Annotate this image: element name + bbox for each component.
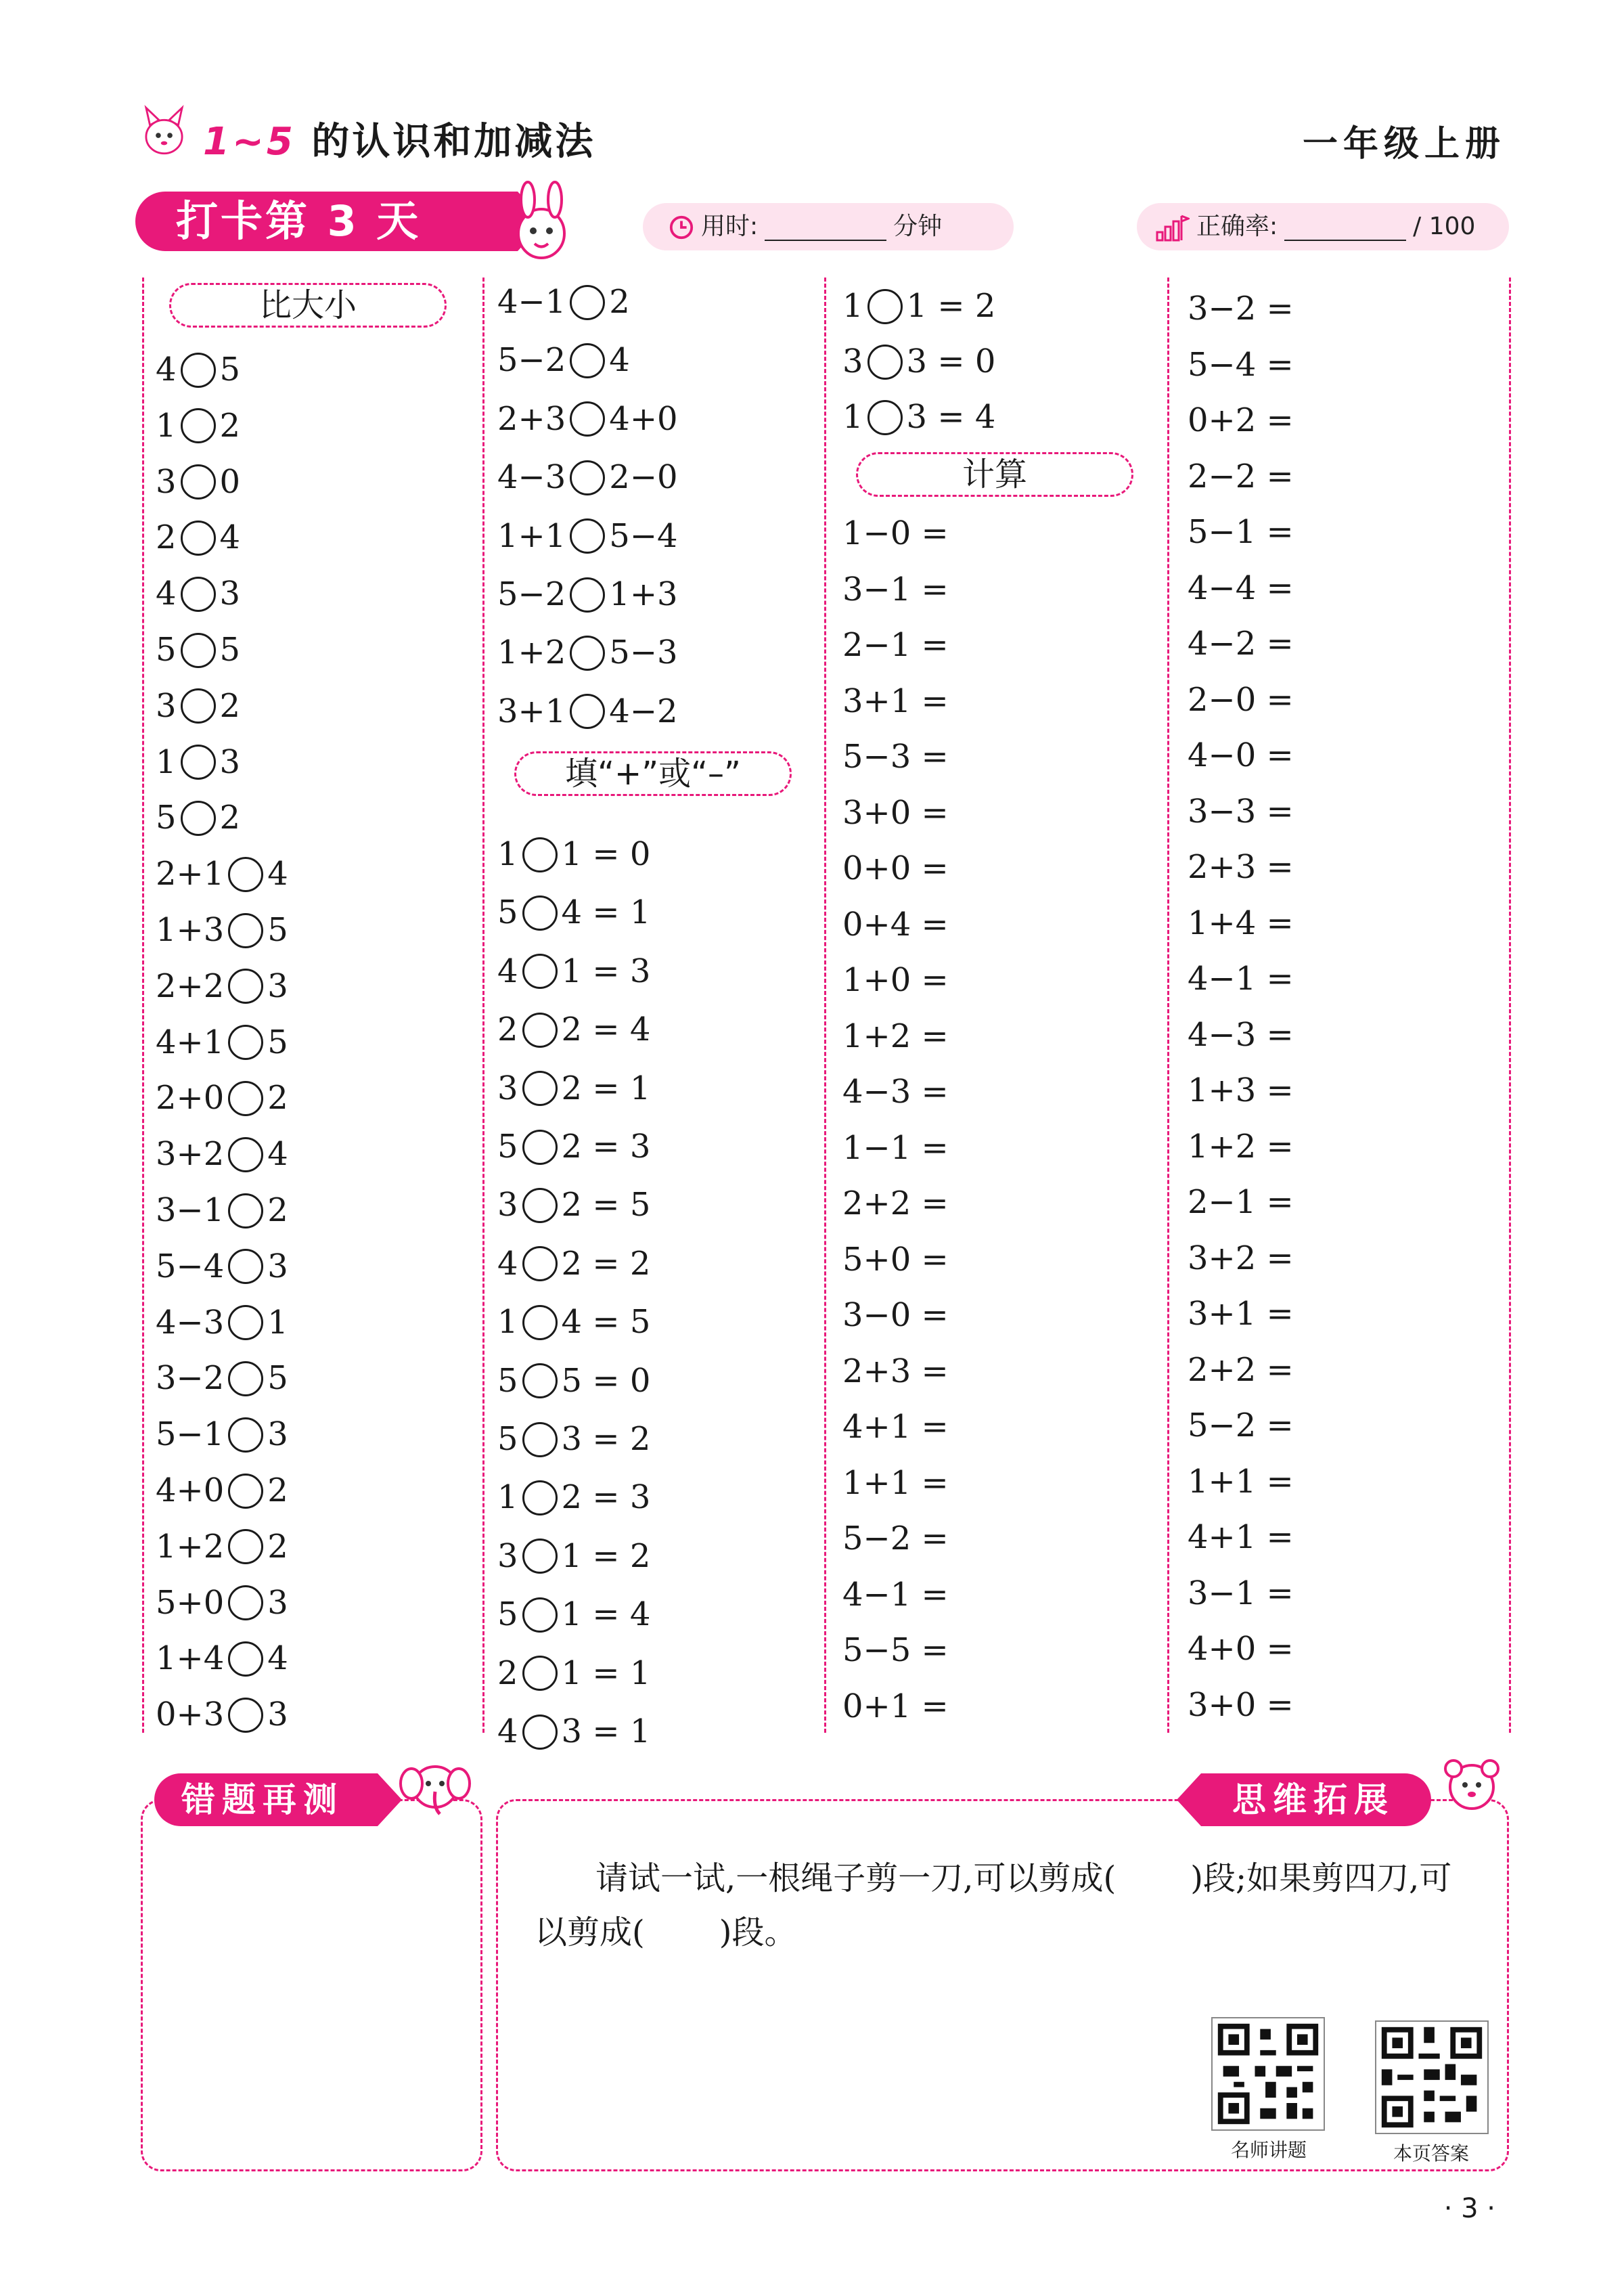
left-operand: 4−3	[497, 458, 566, 497]
fill-sign-item	[497, 951, 650, 992]
right-operand: 4−2	[609, 692, 678, 730]
left-operand: 1+4	[156, 1639, 225, 1678]
kangaroo-mascot-icon	[494, 179, 589, 267]
fill-sign-item	[497, 1419, 650, 1459]
answer-circle[interactable]	[228, 1698, 263, 1733]
answer-circle[interactable]	[522, 1597, 558, 1633]
compare-item	[497, 399, 678, 439]
compare-item	[156, 1526, 288, 1567]
left-operand: 4+1	[156, 1023, 225, 1061]
left-operand: 3	[497, 1186, 518, 1224]
answer-circle[interactable]	[522, 1130, 558, 1165]
left-operand: 3+1	[497, 692, 566, 730]
left-operand: 2+0	[156, 1079, 225, 1118]
page-title	[203, 112, 595, 166]
answer-circle[interactable]	[522, 954, 558, 989]
compare-item	[497, 574, 678, 615]
fill-sign-item	[497, 1009, 650, 1050]
calc-item[interactable]: 2+2 =	[842, 1185, 949, 1222]
right-operand: 4	[267, 1135, 288, 1174]
left-operand: 3−1	[156, 1191, 225, 1229]
think-question	[535, 1851, 1482, 1960]
answer-circle[interactable]	[181, 801, 216, 836]
accuracy-total: / 100	[1413, 213, 1476, 240]
right-operand: 4	[609, 341, 630, 380]
right-operand: 5−3	[609, 634, 678, 672]
think-tag: 思维拓展	[1201, 1773, 1431, 1826]
right-operand: 5 = 0	[561, 1361, 651, 1400]
fill-sign-item	[497, 892, 650, 933]
answer-circle[interactable]	[522, 1539, 558, 1574]
compare-item	[156, 349, 240, 390]
right-operand: 4 = 1	[561, 893, 651, 932]
compare-item	[497, 457, 678, 497]
think-text-c: )段。	[719, 1913, 797, 1951]
right-operand: 5	[267, 1359, 288, 1398]
calc-item[interactable]: 4+1 =	[1188, 1518, 1294, 1556]
left-operand: 5	[156, 631, 177, 669]
compare-item	[156, 1078, 288, 1118]
answer-circle[interactable]	[570, 460, 605, 495]
right-operand: 2	[609, 283, 630, 321]
answer-circle[interactable]	[181, 408, 216, 443]
left-operand: 5	[497, 1595, 518, 1634]
right-operand: 1 = 1	[561, 1654, 651, 1692]
calc-item[interactable]: 1+1 =	[842, 1463, 949, 1502]
answer-circle[interactable]	[570, 343, 605, 378]
think-text-a: 请试一试,一根绳子剪一刀,可以剪成(	[595, 1859, 1116, 1897]
chart-icon	[1156, 213, 1190, 242]
answer-circle[interactable]	[228, 1137, 263, 1172]
calc-item[interactable]: 3−2 =	[1188, 290, 1294, 328]
left-operand: 2+1	[156, 855, 225, 893]
calc-item[interactable]: 1+2 =	[842, 1017, 949, 1055]
right-operand: 2 = 1	[561, 1069, 651, 1107]
left-operand: 2	[497, 1654, 518, 1692]
answer-circle[interactable]	[522, 1188, 558, 1223]
compare-item	[156, 405, 240, 446]
answer-circle[interactable]	[181, 521, 216, 556]
compare-item	[497, 691, 678, 732]
left-operand: 0+3	[156, 1696, 225, 1734]
right-operand: 1	[267, 1303, 288, 1342]
left-operand: 1	[842, 398, 863, 436]
left-operand: 3	[842, 342, 863, 380]
answer-circle[interactable]	[181, 577, 216, 612]
right-operand: 2 = 2	[561, 1244, 651, 1283]
left-operand: 5−2	[497, 341, 566, 380]
elephant-mascot-icon	[398, 1750, 472, 1831]
right-operand: 0	[219, 462, 241, 501]
compare-item	[156, 1694, 288, 1735]
answer-circle[interactable]	[867, 289, 903, 324]
answer-circle[interactable]	[228, 969, 263, 1004]
compare-item	[156, 797, 240, 838]
compare-item	[156, 573, 240, 614]
calc-item[interactable]: 3+0 =	[842, 793, 949, 832]
answer-circle[interactable]	[522, 1305, 558, 1340]
compare-item	[156, 1470, 288, 1511]
left-operand: 4	[497, 1712, 518, 1750]
right-operand: 3	[267, 1583, 288, 1622]
calc-item[interactable]: 4−2 =	[1188, 625, 1294, 663]
answer-circle[interactable]	[522, 1656, 558, 1691]
calc-item[interactable]: 4−1 =	[842, 1575, 949, 1614]
qr1-label: 名师讲题	[1230, 2139, 1307, 2161]
compare-item	[156, 1134, 288, 1174]
answer-circle[interactable]	[228, 1025, 263, 1060]
answer-circle[interactable]	[522, 1071, 558, 1106]
right-operand: 3	[267, 967, 288, 1005]
right-operand: 1 = 4	[561, 1595, 651, 1634]
calc-item[interactable]: 5+0 =	[842, 1240, 949, 1279]
qr2-label: 本页答案	[1393, 2142, 1469, 2165]
calc-item[interactable]: 3+1 =	[842, 682, 949, 720]
calc-item[interactable]: 0+0 =	[842, 849, 949, 887]
qr-code-answer-icon[interactable]	[1375, 2020, 1489, 2134]
calc-item[interactable]: 1−1 =	[842, 1128, 949, 1167]
answer-circle[interactable]	[570, 694, 605, 729]
section-compare: 比大小	[169, 283, 447, 328]
right-operand: 2	[267, 1079, 288, 1118]
calc-item[interactable]: 3+2 =	[1188, 1239, 1294, 1277]
answer-circle[interactable]	[522, 1013, 558, 1048]
calc-item[interactable]: 3−1 =	[842, 570, 949, 609]
right-operand: 2	[219, 686, 241, 725]
title-prefix: 1~5	[203, 120, 296, 164]
calc-item[interactable]: 1−0 =	[842, 514, 949, 552]
time-pill	[643, 203, 1014, 250]
kitten-mascot-icon	[132, 98, 196, 162]
compare-item	[156, 1022, 288, 1063]
left-operand: 1+1	[497, 516, 566, 555]
right-operand: 3 = 4	[906, 398, 996, 436]
right-operand: 3 = 2	[561, 1420, 651, 1458]
fill-sign-item	[842, 397, 995, 437]
right-operand: 2 = 5	[561, 1186, 651, 1224]
answer-circle[interactable]	[228, 857, 263, 892]
compare-item	[156, 629, 240, 670]
clock-icon	[669, 215, 694, 240]
calc-item[interactable]: 2−1 =	[842, 626, 949, 664]
calc-item[interactable]: 2−2 =	[1188, 457, 1294, 495]
left-operand: 2	[497, 1011, 518, 1049]
calc-item[interactable]: 4+1 =	[842, 1408, 949, 1446]
answer-circle[interactable]	[570, 577, 605, 613]
answer-circle[interactable]	[228, 1474, 263, 1509]
calc-item[interactable]: 1+1 =	[1188, 1462, 1294, 1501]
left-operand: 1	[497, 1303, 518, 1342]
think-text-b: )段;如果剪四刀,可以剪成(	[535, 1859, 1452, 1951]
right-operand: 2	[267, 1472, 288, 1509]
right-operand: 3	[267, 1415, 288, 1454]
retest-box	[141, 1799, 482, 2171]
answer-circle[interactable]	[228, 1193, 263, 1229]
right-operand: 4 = 5	[561, 1303, 651, 1342]
left-operand: 4	[156, 351, 177, 389]
calc-item[interactable]: 0+1 =	[842, 1687, 949, 1725]
calc-item[interactable]: 2−1 =	[1188, 1183, 1294, 1221]
answer-circle[interactable]	[867, 345, 903, 380]
compare-item	[497, 632, 678, 673]
left-operand: 1	[156, 743, 177, 781]
calc-item[interactable]: 4+0 =	[1188, 1630, 1294, 1668]
right-operand: 5−4	[609, 516, 678, 555]
left-operand: 4+0	[156, 1472, 225, 1509]
fill-sign-item	[497, 834, 650, 875]
compare-item	[156, 686, 240, 726]
fill-sign-item	[497, 1360, 650, 1401]
answer-circle[interactable]	[228, 1641, 263, 1677]
right-operand: 2	[219, 406, 241, 445]
right-operand: 3	[267, 1247, 288, 1285]
retest-tag: 错题再测	[154, 1773, 378, 1826]
fill-sign-item	[842, 341, 995, 382]
fill-sign-item	[497, 1594, 650, 1635]
right-operand: 2−0	[609, 458, 678, 497]
right-operand: 2 = 3	[561, 1478, 651, 1517]
compare-item	[156, 742, 240, 782]
right-operand: 3 = 1	[561, 1712, 651, 1750]
fill-sign-item	[497, 1185, 650, 1225]
calc-item[interactable]: 5−1 =	[1188, 513, 1294, 551]
answer-circle[interactable]	[228, 1361, 263, 1396]
fill-sign-item	[497, 1653, 650, 1694]
accuracy-label: 正确率:	[1196, 213, 1278, 240]
answer-circle[interactable]	[228, 1305, 263, 1340]
answer-circle[interactable]	[522, 837, 558, 872]
calc-item[interactable]: 2+3 =	[842, 1352, 949, 1390]
left-operand: 2+3	[497, 399, 566, 438]
calc-item[interactable]: 4−3 =	[842, 1073, 949, 1111]
answer-circle[interactable]	[522, 1246, 558, 1281]
qr-code-teacher-icon[interactable]	[1211, 2017, 1325, 2131]
answer-circle[interactable]	[570, 518, 605, 554]
left-operand: 5	[497, 893, 518, 932]
grade-label: 一年级上册	[1302, 124, 1506, 164]
section-fill-sign: 填“+”或“–”	[514, 751, 792, 796]
calc-item[interactable]: 3−0 =	[842, 1296, 949, 1334]
compare-item	[156, 1246, 288, 1287]
left-operand: 3	[497, 1536, 518, 1575]
compare-item	[156, 966, 288, 1006]
answer-circle[interactable]	[181, 353, 216, 388]
calc-item[interactable]: 3+0 =	[1188, 1685, 1294, 1724]
compare-item	[156, 910, 288, 950]
calc-item[interactable]: 0+4 =	[842, 905, 949, 944]
compare-item	[156, 1638, 288, 1679]
right-operand: 1 = 2	[906, 287, 996, 325]
answer-circle[interactable]	[181, 688, 216, 724]
left-operand: 1	[156, 406, 177, 445]
right-operand: 3 = 0	[906, 342, 996, 380]
accuracy-input[interactable]	[1284, 214, 1406, 241]
calc-item[interactable]: 2+3 =	[1188, 848, 1294, 886]
calc-item[interactable]: 1+3 =	[1188, 1071, 1294, 1109]
left-operand: 2	[156, 518, 177, 557]
left-operand: 1+3	[156, 911, 225, 949]
fill-sign-item	[497, 1126, 650, 1167]
right-operand: 1 = 2	[561, 1536, 651, 1575]
left-operand: 3	[497, 1069, 518, 1107]
calc-item[interactable]: 0+2 =	[1188, 401, 1294, 439]
compare-item	[497, 516, 678, 556]
answer-circle[interactable]	[570, 285, 605, 320]
bear-mascot-icon	[1435, 1750, 1509, 1831]
left-operand: 5	[497, 1361, 518, 1400]
left-operand: 5+0	[156, 1583, 225, 1622]
answer-circle[interactable]	[181, 745, 216, 780]
answer-circle[interactable]	[228, 1417, 263, 1453]
left-operand: 4	[497, 952, 518, 990]
column-divider	[1509, 278, 1511, 1733]
calc-item[interactable]: 2−0 =	[1188, 680, 1294, 719]
right-operand: 5	[219, 631, 241, 669]
fill-sign-item	[497, 1477, 650, 1518]
left-operand: 3	[156, 462, 177, 501]
right-operand: 4	[267, 1639, 288, 1678]
accuracy-pill	[1137, 203, 1509, 250]
left-operand: 1	[842, 287, 863, 325]
title-suffix: 的认识和加减法	[311, 119, 596, 164]
calc-item[interactable]: 3−3 =	[1188, 792, 1294, 831]
calc-item[interactable]: 5−4 =	[1188, 345, 1294, 384]
right-operand: 5	[219, 351, 241, 389]
calc-item[interactable]: 4−4 =	[1188, 569, 1294, 607]
day-banner: 打卡第 3 天	[135, 192, 518, 251]
calc-item[interactable]: 4−0 =	[1188, 736, 1294, 774]
left-operand: 1+2	[156, 1527, 225, 1566]
left-operand: 5	[497, 1128, 518, 1166]
fill-sign-item	[842, 286, 995, 326]
calc-item[interactable]: 1+0 =	[842, 961, 949, 999]
left-operand: 5	[156, 799, 177, 837]
right-operand: 4	[219, 518, 241, 557]
left-operand: 1+2	[497, 634, 566, 672]
column-divider	[142, 278, 144, 1733]
left-operand: 3	[156, 686, 177, 725]
time-label: 用时:	[701, 213, 759, 240]
answer-circle[interactable]	[522, 1714, 558, 1750]
fill-sign-item	[497, 1068, 650, 1109]
answer-circle[interactable]	[181, 633, 216, 668]
compare-item	[156, 1583, 288, 1623]
fill-sign-item	[497, 1243, 650, 1284]
left-operand: 4−1	[497, 283, 566, 321]
compare-item	[156, 1414, 288, 1455]
left-operand: 5−1	[156, 1415, 225, 1454]
answer-circle[interactable]	[570, 401, 605, 437]
answer-circle[interactable]	[228, 1529, 263, 1564]
left-operand: 5−4	[156, 1247, 225, 1285]
left-operand: 1	[497, 1478, 518, 1517]
section-calc: 计算	[856, 452, 1133, 497]
right-operand: 1 = 0	[561, 835, 651, 873]
left-operand: 5−2	[497, 575, 566, 613]
left-operand: 4	[156, 575, 177, 613]
right-operand: 1+3	[609, 575, 678, 613]
right-operand: 4	[267, 855, 288, 893]
compare-item	[156, 854, 288, 894]
calc-item[interactable]: 3+1 =	[1188, 1295, 1294, 1333]
compare-item	[156, 1302, 288, 1343]
answer-circle[interactable]	[181, 464, 216, 500]
right-operand: 3	[219, 743, 241, 781]
answer-circle[interactable]	[867, 400, 903, 435]
compare-item	[156, 1358, 288, 1398]
calc-item[interactable]: 1+2 =	[1188, 1127, 1294, 1166]
calc-item[interactable]: 5−5 =	[842, 1631, 949, 1669]
calc-item[interactable]: 4−3 =	[1188, 1015, 1294, 1054]
answer-circle[interactable]	[228, 1249, 263, 1284]
column-divider	[824, 278, 826, 1733]
right-operand: 2	[267, 1527, 288, 1566]
right-operand: 3	[219, 575, 241, 613]
answer-circle[interactable]	[228, 913, 263, 948]
answer-circle[interactable]	[228, 1585, 263, 1620]
right-operand: 3	[267, 1696, 288, 1734]
answer-circle[interactable]	[522, 1363, 558, 1398]
answer-circle[interactable]	[522, 1422, 558, 1457]
page-number: · 3 ·	[1443, 2193, 1495, 2224]
right-operand: 2 = 4	[561, 1011, 651, 1049]
compare-item	[156, 1190, 288, 1231]
right-operand: 2	[267, 1191, 288, 1229]
compare-item	[497, 282, 630, 322]
calc-item[interactable]: 2+2 =	[1188, 1350, 1294, 1389]
calc-item[interactable]: 4−1 =	[1188, 960, 1294, 998]
compare-item	[497, 340, 630, 380]
calc-item[interactable]: 5−3 =	[842, 738, 949, 776]
answer-circle[interactable]	[522, 1480, 558, 1515]
right-operand: 5	[267, 911, 288, 949]
fill-sign-item	[497, 1302, 650, 1342]
calc-item[interactable]: 3−1 =	[1188, 1574, 1294, 1612]
calc-item[interactable]: 5−2 =	[842, 1520, 949, 1557]
left-operand: 2+2	[156, 967, 225, 1005]
compare-item	[156, 462, 240, 502]
fill-sign-item	[497, 1536, 650, 1576]
time-input[interactable]	[765, 214, 886, 241]
column-divider	[482, 278, 484, 1733]
right-operand: 4+0	[609, 399, 678, 438]
right-operand: 1 = 3	[561, 952, 651, 990]
left-operand: 4	[497, 1244, 518, 1283]
right-operand: 2	[219, 799, 241, 837]
left-operand: 3+2	[156, 1135, 225, 1174]
calc-item[interactable]: 5−2 =	[1188, 1407, 1294, 1444]
answer-circle[interactable]	[228, 1081, 263, 1116]
answer-circle[interactable]	[570, 636, 605, 671]
right-operand: 2 = 3	[561, 1128, 651, 1166]
column-divider	[1167, 278, 1169, 1733]
answer-circle[interactable]	[522, 895, 558, 931]
compare-item	[156, 517, 240, 558]
left-operand: 4−3	[156, 1303, 225, 1342]
left-operand: 5	[497, 1420, 518, 1458]
right-operand: 5	[267, 1023, 288, 1061]
left-operand: 1	[497, 835, 518, 873]
time-unit: 分钟	[893, 213, 943, 240]
calc-item[interactable]: 1+4 =	[1188, 904, 1294, 942]
fill-sign-item	[497, 1711, 650, 1752]
left-operand: 3−2	[156, 1359, 225, 1398]
